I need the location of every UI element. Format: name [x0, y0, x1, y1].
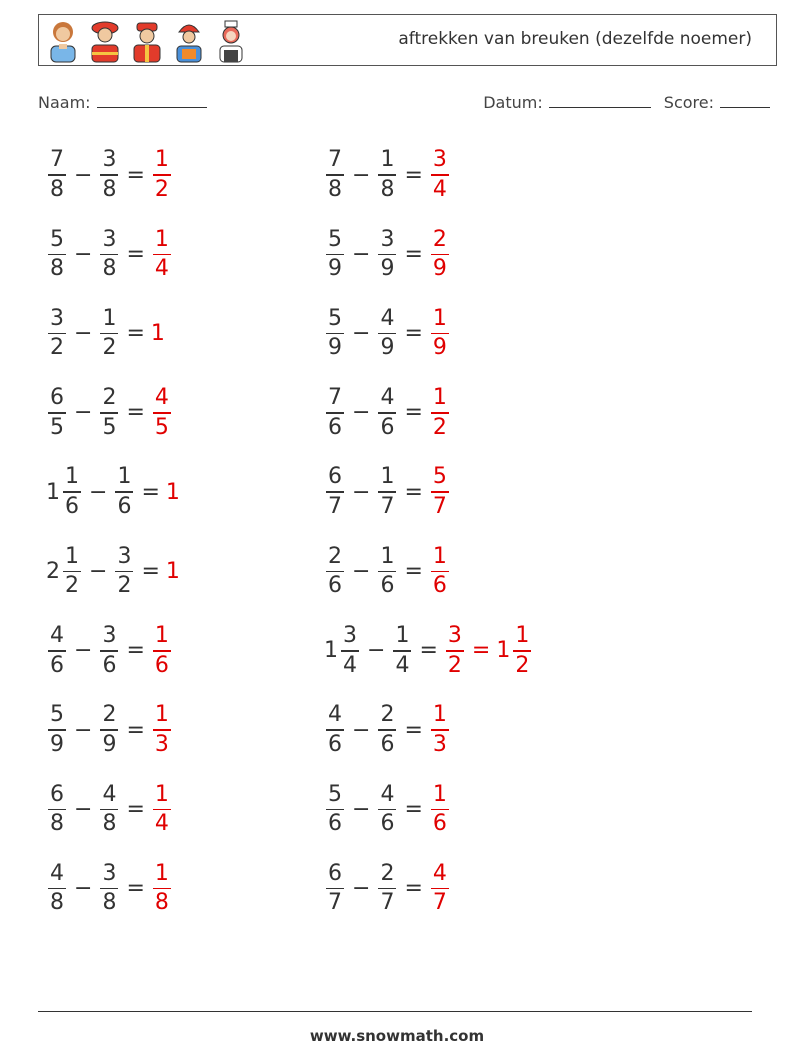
problem-item — [46, 539, 181, 605]
denominator: 6 — [328, 811, 342, 837]
minuend-fraction — [48, 781, 66, 837]
minus-sign: − — [352, 162, 371, 188]
minus-sign: − — [352, 876, 371, 902]
minuend-fraction — [326, 781, 344, 837]
answer — [444, 625, 533, 677]
equals-sign: = — [404, 400, 423, 426]
subtrahend-fraction — [100, 625, 118, 677]
answer-whole-number: 1 — [165, 559, 180, 584]
answer-fraction — [431, 226, 449, 282]
numerator: 4 — [50, 860, 64, 886]
answer-fraction — [431, 305, 449, 361]
minus-sign: − — [74, 400, 93, 426]
equals-sign: = — [126, 638, 145, 664]
minuend-fraction — [326, 387, 344, 439]
numerator: 3 — [380, 226, 395, 252]
denominator: 5 — [154, 414, 169, 440]
minus-sign: − — [352, 479, 371, 505]
problem-item — [324, 776, 451, 842]
answer — [151, 387, 173, 439]
denominator: 6 — [432, 811, 447, 837]
denominator: 4 — [154, 256, 169, 282]
equals-sign: = — [404, 479, 423, 505]
answer-fraction — [153, 704, 171, 756]
minus-sign: − — [352, 400, 371, 426]
minus-sign: − — [367, 638, 386, 664]
problem-item — [46, 776, 173, 842]
answer — [429, 387, 451, 439]
subtrahend-fraction — [378, 704, 396, 756]
numerator: 2 — [328, 543, 342, 569]
denominator: 8 — [102, 811, 117, 837]
answer — [429, 781, 451, 837]
denominator: 9 — [380, 256, 395, 282]
numerator: 3 — [102, 860, 117, 886]
numerator: 4 — [102, 781, 117, 807]
minus-sign: − — [352, 321, 371, 347]
numerator: 1 — [432, 702, 447, 728]
numerator: 6 — [50, 781, 64, 807]
numerator: 1 — [432, 543, 447, 569]
minuend-fraction — [48, 226, 66, 282]
denominator: 7 — [432, 493, 447, 519]
numerator: 1 — [102, 305, 117, 331]
equals-sign: = — [141, 479, 160, 505]
denominator: 8 — [50, 890, 64, 916]
equals-sign: = — [126, 400, 145, 426]
problem-item — [46, 380, 173, 446]
denominator: 8 — [328, 176, 342, 202]
denominator: 9 — [432, 335, 447, 361]
subtrahend-fraction — [378, 149, 396, 201]
denominator: 8 — [50, 256, 64, 282]
subtrahend-fraction — [115, 543, 133, 599]
minus-sign: − — [352, 241, 371, 267]
denominator: 5 — [102, 414, 117, 440]
problem-item — [46, 459, 181, 525]
minus-sign: − — [89, 479, 108, 505]
answer — [429, 149, 451, 201]
problem-item — [46, 856, 173, 922]
numerator: 3 — [447, 623, 462, 649]
problem-item — [324, 856, 451, 922]
equals-sign: = — [126, 241, 145, 267]
numerator: 1 — [515, 623, 530, 649]
minuend-fraction — [326, 149, 344, 201]
subtrahend-fraction — [378, 226, 396, 282]
answer-fraction — [446, 625, 464, 677]
footer-url: www.snowmath.com — [309, 1027, 485, 1045]
subtrahend-fraction — [100, 387, 118, 439]
denominator: 2 — [432, 414, 447, 440]
problem-item — [324, 221, 451, 287]
numerator: 3 — [102, 147, 117, 173]
equals-sign: = — [126, 796, 145, 822]
answer-whole-number: 1 — [496, 638, 511, 664]
denominator: 8 — [50, 811, 64, 837]
equals-sign: = — [471, 638, 491, 664]
equals-sign: = — [419, 638, 438, 664]
minuend-fraction — [326, 704, 344, 756]
denominator: 6 — [117, 493, 132, 519]
subtrahend-fraction — [100, 860, 118, 916]
answer-fraction — [153, 149, 171, 201]
subtrahend-fraction — [378, 543, 396, 599]
denominator: 8 — [154, 890, 169, 916]
minus-sign: − — [352, 717, 371, 743]
numerator: 7 — [328, 385, 342, 411]
equals-sign: = — [404, 241, 423, 267]
denominator: 7 — [328, 493, 342, 519]
answer — [151, 625, 173, 677]
subtrahend-fraction — [378, 305, 396, 361]
numerator: 4 — [432, 860, 447, 886]
minuend-fraction — [48, 704, 66, 756]
equals-sign: = — [126, 321, 145, 347]
numerator: 2 — [432, 226, 447, 252]
minus-sign: − — [74, 717, 93, 743]
denominator: 4 — [154, 811, 169, 837]
equals-sign: = — [126, 162, 145, 188]
answer — [429, 704, 451, 756]
denominator: 7 — [380, 493, 395, 519]
numerator: 5 — [328, 781, 342, 807]
answer-fraction — [431, 466, 449, 518]
numerator: 7 — [328, 147, 342, 173]
subtrahend-fraction — [378, 466, 396, 518]
answer-fraction — [431, 860, 449, 916]
denominator: 9 — [50, 731, 64, 757]
denominator: 2 — [515, 652, 530, 678]
denominator: 7 — [328, 890, 342, 916]
answer — [429, 543, 451, 599]
numerator: 7 — [50, 147, 64, 173]
numerator: 1 — [154, 702, 169, 728]
denominator: 9 — [432, 256, 447, 282]
answer — [151, 704, 173, 756]
answer — [429, 466, 451, 518]
denominator: 6 — [380, 731, 395, 757]
denominator: 6 — [328, 414, 342, 440]
numerator: 2 — [380, 702, 395, 728]
subtrahend-fraction — [100, 781, 118, 837]
numerator: 1 — [395, 623, 410, 649]
numerator: 1 — [380, 464, 395, 490]
numerator: 2 — [102, 702, 117, 728]
problem-item — [324, 618, 533, 684]
numerator: 5 — [432, 464, 447, 490]
answer-fraction — [431, 387, 449, 439]
worksheet-title: aftrekken van breuken (dezelfde noemer) — [398, 29, 752, 49]
answer-fraction — [153, 781, 171, 837]
denominator: 3 — [432, 731, 447, 757]
denominator: 3 — [154, 731, 169, 757]
numerator: 1 — [154, 860, 169, 886]
denominator: 8 — [102, 890, 117, 916]
denominator: 9 — [328, 335, 342, 361]
equals-sign: = — [126, 876, 145, 902]
subtrahend-fraction — [100, 149, 118, 201]
numerator: 5 — [50, 702, 64, 728]
numerator: 5 — [50, 226, 64, 252]
subtrahend-fraction — [100, 226, 118, 282]
denominator: 2 — [102, 335, 117, 361]
numerator: 5 — [328, 305, 342, 331]
denominator: 2 — [154, 176, 169, 202]
denominator: 6 — [380, 811, 395, 837]
answer — [429, 226, 451, 282]
equals-sign: = — [404, 321, 423, 347]
numerator: 4 — [50, 623, 64, 649]
denominator: 6 — [328, 573, 342, 599]
answer — [151, 149, 173, 201]
numerator: 1 — [432, 305, 447, 331]
denominator: 4 — [432, 176, 447, 202]
minuend-fraction — [48, 387, 66, 439]
numerator: 1 — [432, 385, 447, 411]
problem-item — [46, 301, 166, 367]
numerator: 3 — [50, 305, 64, 331]
denominator: 2 — [447, 652, 462, 678]
answer-whole-number: 1 — [150, 321, 165, 347]
answer-fraction — [431, 149, 449, 201]
answer-fraction — [153, 625, 171, 677]
subtrahend-fraction — [100, 704, 118, 756]
equals-sign: = — [141, 559, 160, 584]
numerator: 1 — [154, 781, 169, 807]
subtrahend-fraction — [393, 625, 411, 677]
problem-item — [324, 459, 451, 525]
numerator: 3 — [343, 623, 357, 649]
footer-divider — [38, 1011, 752, 1012]
answer — [166, 480, 181, 505]
subtrahend-fraction — [378, 387, 396, 439]
minus-sign: − — [74, 321, 93, 347]
minus-sign: − — [74, 638, 93, 664]
problem-item — [324, 301, 451, 367]
answer-fraction — [513, 625, 531, 677]
numerator: 6 — [50, 385, 64, 411]
answer — [429, 305, 451, 361]
answer — [151, 321, 166, 346]
whole-number: 1 — [46, 479, 60, 505]
score-label: Score: — [663, 93, 714, 112]
denominator: 6 — [50, 652, 64, 678]
date-label: Datum: — [483, 93, 543, 112]
answer — [151, 860, 173, 916]
denominator: 6 — [380, 573, 395, 599]
denominator: 9 — [102, 731, 117, 757]
minuend-fraction — [326, 860, 344, 916]
denominator: 4 — [395, 652, 410, 678]
denominator: 6 — [328, 731, 342, 757]
answer-whole-number: 1 — [165, 479, 180, 505]
numerator: 4 — [380, 305, 395, 331]
minuend-fraction — [48, 625, 66, 677]
answer-fraction — [153, 860, 171, 916]
problem-item — [46, 697, 173, 763]
problem-item — [46, 142, 173, 208]
minuend-fraction — [63, 543, 81, 599]
equals-sign: = — [404, 717, 423, 743]
denominator: 6 — [432, 573, 447, 599]
numerator: 1 — [65, 543, 79, 569]
answer — [151, 781, 173, 837]
numerator: 1 — [65, 464, 79, 490]
minuend-fraction — [48, 860, 66, 916]
minuend-fraction — [48, 149, 66, 201]
minuend-fraction — [48, 305, 66, 361]
denominator: 4 — [343, 652, 357, 678]
equals-sign: = — [126, 717, 145, 743]
minuend-fraction — [326, 226, 344, 282]
answer — [151, 226, 173, 282]
numerator: 1 — [380, 543, 395, 569]
numerator: 1 — [432, 781, 447, 807]
denominator: 2 — [50, 335, 64, 361]
problem-item — [324, 539, 451, 605]
answer-fraction — [431, 543, 449, 599]
subtrahend-fraction — [378, 781, 396, 837]
denominator: 8 — [102, 256, 117, 282]
numerator: 3 — [432, 147, 447, 173]
minuend-fraction — [63, 466, 81, 518]
minus-sign: − — [89, 559, 108, 584]
numerator: 3 — [102, 623, 117, 649]
problem-item — [324, 142, 451, 208]
minus-sign: − — [74, 162, 93, 188]
denominator: 9 — [328, 256, 342, 282]
denominator: 8 — [102, 176, 117, 202]
subtrahend-fraction — [100, 305, 118, 361]
minuend-fraction — [341, 625, 359, 677]
denominator: 6 — [102, 652, 117, 678]
numerator: 2 — [102, 385, 117, 411]
denominator: 9 — [380, 335, 395, 361]
problem-item — [46, 221, 173, 287]
minus-sign: − — [352, 796, 371, 822]
numerator: 4 — [154, 385, 169, 411]
denominator: 2 — [65, 573, 79, 599]
answer-fraction — [153, 226, 171, 282]
numerator: 1 — [380, 147, 395, 173]
numerator: 4 — [380, 781, 395, 807]
numerator: 4 — [380, 385, 395, 411]
denominator: 6 — [65, 493, 79, 519]
minus-sign: − — [352, 559, 371, 584]
denominator: 6 — [154, 652, 169, 678]
numerator: 1 — [117, 464, 132, 490]
minuend-fraction — [326, 305, 344, 361]
numerator: 2 — [380, 860, 395, 886]
problem-item — [324, 697, 451, 763]
equals-sign: = — [404, 162, 423, 188]
whole-number: 1 — [324, 638, 338, 664]
equals-sign: = — [404, 796, 423, 822]
numerator: 5 — [328, 226, 342, 252]
problem-item — [46, 618, 173, 684]
numerator: 6 — [328, 860, 342, 886]
numerator: 4 — [328, 702, 342, 728]
numerator: 3 — [117, 543, 132, 569]
numerator: 1 — [154, 623, 169, 649]
whole-number: 2 — [46, 559, 60, 584]
numerator: 1 — [154, 226, 169, 252]
minuend-fraction — [326, 543, 344, 599]
subtrahend-fraction — [378, 860, 396, 916]
subtrahend-fraction — [115, 466, 133, 518]
denominator: 7 — [432, 890, 447, 916]
minus-sign: − — [74, 241, 93, 267]
minus-sign: − — [74, 876, 93, 902]
name-label: Naam: — [38, 93, 91, 112]
answer — [429, 860, 451, 916]
denominator: 2 — [117, 573, 132, 599]
answer-fraction — [431, 781, 449, 837]
denominator: 8 — [380, 176, 395, 202]
equals-sign: = — [404, 559, 423, 584]
denominator: 8 — [50, 176, 64, 202]
numerator: 6 — [328, 464, 342, 490]
answer-fraction — [431, 704, 449, 756]
problem-item — [324, 380, 451, 446]
denominator: 7 — [380, 890, 395, 916]
numerator: 1 — [154, 147, 169, 173]
equals-sign: = — [404, 876, 423, 902]
denominator: 6 — [380, 414, 395, 440]
answer — [166, 559, 181, 584]
numerator: 3 — [102, 226, 117, 252]
minuend-fraction — [326, 466, 344, 518]
minus-sign: − — [74, 796, 93, 822]
denominator: 5 — [50, 414, 64, 440]
answer-fraction — [153, 387, 171, 439]
